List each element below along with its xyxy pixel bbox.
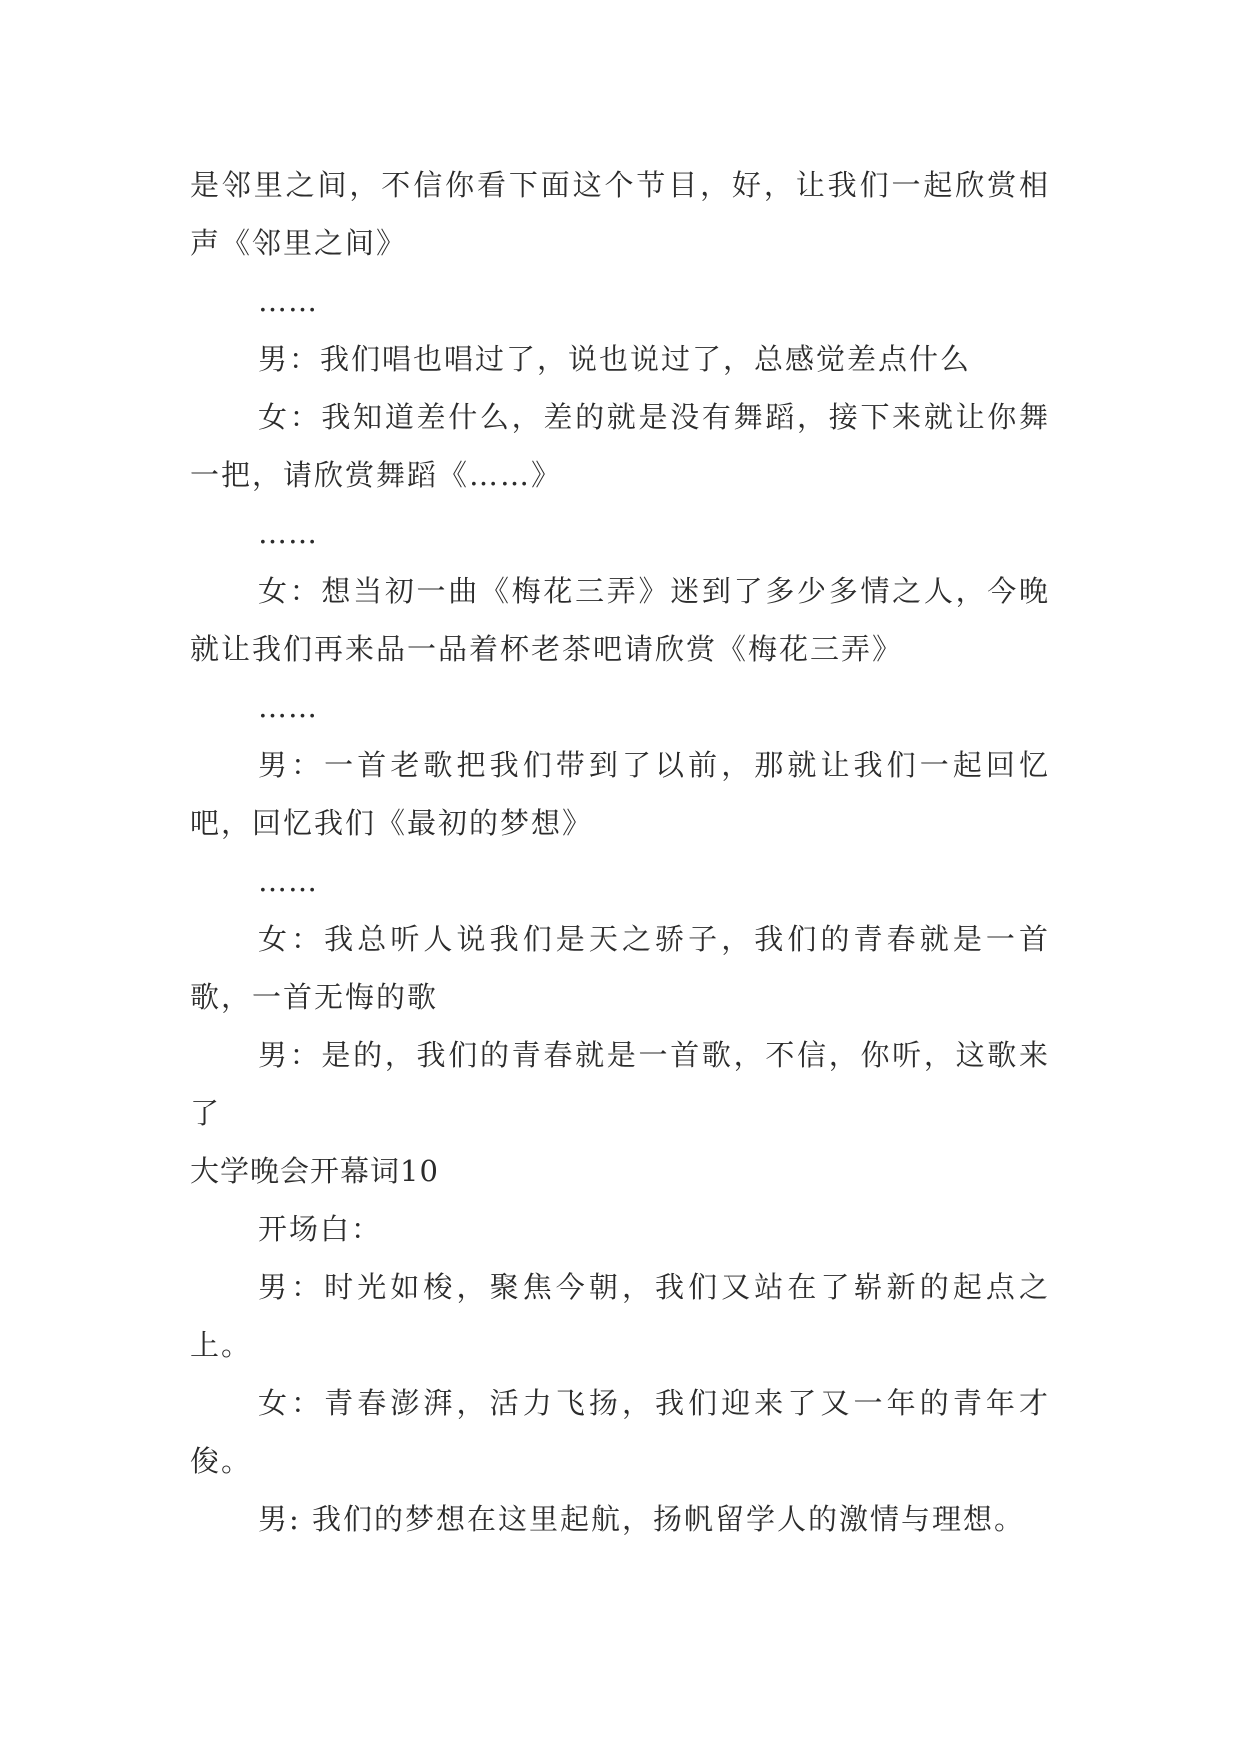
ellipsis-line: ……	[258, 516, 318, 550]
document-body	[190, 156, 1050, 1548]
dialogue-line-male: 男：时光如梭，聚焦今朝，我们又站在了崭新的起点之上。	[190, 1270, 1050, 1362]
ellipsis-line: ……	[258, 284, 318, 318]
ellipsis-line: ……	[258, 864, 318, 898]
dialogue-line-female: 女：我知道差什么，差的就是没有舞蹈，接下来就让你舞一把，请欣赏舞蹈《……》	[190, 400, 1050, 492]
ellipsis-line: ……	[258, 690, 318, 724]
dialogue-line-female: 女：青春澎湃，活力飞扬，我们迎来了又一年的青年才俊。	[190, 1386, 1050, 1478]
dialogue-line-male: 男：一首老歌把我们带到了以前，那就让我们一起回忆吧，回忆我们《最初的梦想》	[190, 748, 1050, 840]
section-heading: 大学晚会开幕词10	[190, 1154, 439, 1188]
dialogue-line-male: 男: 我们的梦想在这里起航，扬帆留学人的激情与理想。	[258, 1502, 1025, 1536]
paragraph: 是邻里之间，不信你看下面这个节目，好，让我们一起欣赏相声《邻里之间》	[190, 168, 1050, 260]
section-subheading: 开场白：	[258, 1212, 383, 1246]
dialogue-line-male: 男：是的，我们的青春就是一首歌，不信，你听，这歌来了	[190, 1038, 1050, 1130]
dialogue-line-female: 女：我总听人说我们是天之骄子，我们的青春就是一首歌，一首无悔的歌	[190, 922, 1050, 1014]
dialogue-line-male: 男：我们唱也唱过了，说也说过了，总感觉差点什么	[258, 342, 972, 376]
dialogue-line-female: 女：想当初一曲《梅花三弄》迷到了多少多情之人，今晚就让我们再来品一品着杯老茶吧请欣赏《梅花三弄》	[190, 574, 1050, 666]
